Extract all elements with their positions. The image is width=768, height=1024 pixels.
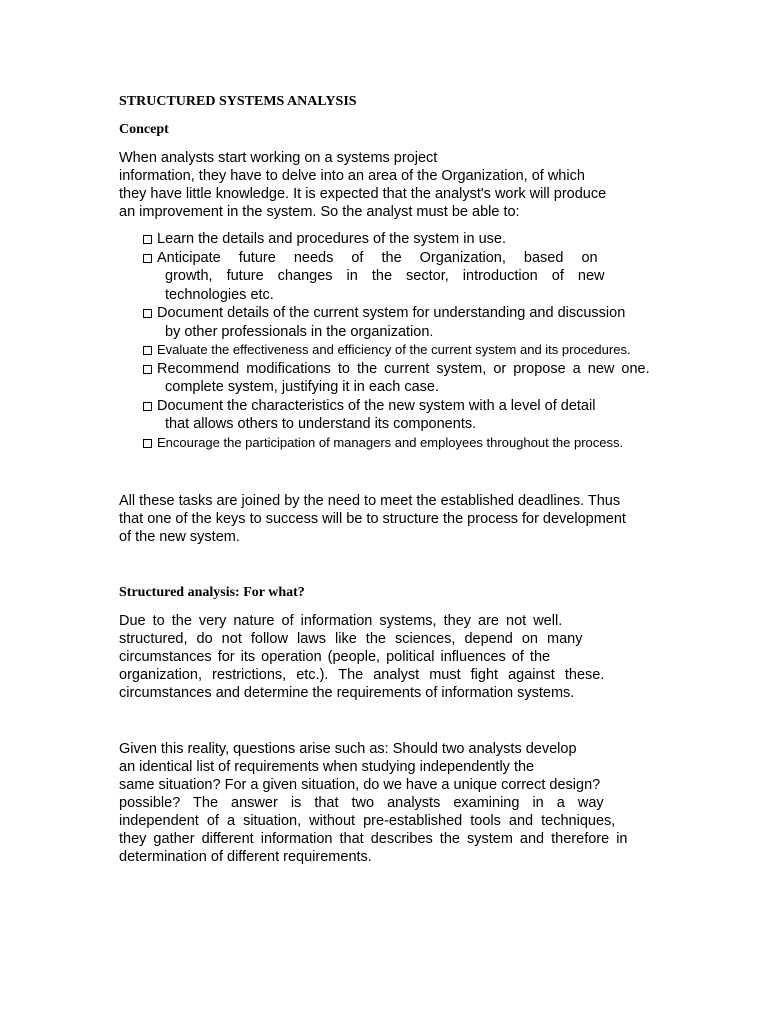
list-item xyxy=(143,304,678,341)
tasks-line: of the new system. xyxy=(119,529,240,545)
intro-line: an improvement in the system. So the analyst must be able to: xyxy=(119,204,520,220)
list-item-text: that allows others to understand its components. xyxy=(165,416,477,432)
nature-line: circumstances and determine the requirements of information systems. xyxy=(119,685,575,701)
reality-line: possible? The answer is that two analysts examining in a way xyxy=(119,795,604,811)
list-item-text: Evaluate the effectiveness and efficiency of the current system and its procedures. xyxy=(157,342,631,357)
list-item xyxy=(143,360,678,397)
tasks-line: that one of the keys to success will be to structure the process for development xyxy=(119,511,626,527)
nature-line: structured, do not follow laws like the sciences, depend on many xyxy=(119,631,583,647)
list-item xyxy=(143,434,678,453)
list-item xyxy=(143,249,678,305)
capabilities-list xyxy=(143,230,678,452)
list-item-text: growth, future changes in the sector, introduction of new xyxy=(165,268,605,284)
intro-line: information, they have to delve into an area of the Organization, of which xyxy=(119,168,585,184)
checkbox-bullet-icon xyxy=(143,309,152,318)
list-item-text: Document details of the current system for understanding and discussion xyxy=(157,305,626,321)
list-item-text: Anticipate future needs of the Organization, based on xyxy=(157,249,598,266)
intro-paragraph xyxy=(119,149,649,221)
reality-line: Given this reality, questions arise such as: Should two analysts develop xyxy=(119,741,577,757)
intro-line: When analysts start working on a systems project xyxy=(119,150,438,166)
nature-line: Due to the very nature of information systems, they are not well. xyxy=(119,613,563,629)
list-item-text: Document the characteristics of the new system with a level of detail xyxy=(157,397,596,414)
document-title: STRUCTURED SYSTEMS ANALYSIS xyxy=(119,94,357,109)
reality-line: they gather different information that describes the system and therefore in xyxy=(119,831,628,847)
reality-line: an identical list of requirements when studying independently the xyxy=(119,759,535,775)
checkbox-bullet-icon xyxy=(143,365,152,374)
tasks-paragraph xyxy=(119,492,659,546)
concept-heading: Concept xyxy=(119,122,169,137)
reality-paragraph xyxy=(119,740,671,866)
reality-line: same situation? For a given situation, do we have a unique correct design? xyxy=(119,777,601,793)
checkbox-bullet-icon xyxy=(143,402,152,411)
list-item xyxy=(143,230,678,249)
for-what-heading: Structured analysis: For what? xyxy=(119,585,305,600)
checkbox-bullet-icon xyxy=(143,439,152,448)
reality-line: determination of different requirements. xyxy=(119,849,372,865)
nature-paragraph xyxy=(119,612,664,702)
nature-line: circumstances for its operation (people, political influences of the xyxy=(119,649,551,665)
checkbox-bullet-icon xyxy=(143,235,152,244)
intro-line: they have little knowledge. It is expected that the analyst's work will produce xyxy=(119,186,607,202)
list-item xyxy=(143,341,678,360)
list-item-text: by other professionals in the organization. xyxy=(165,323,434,340)
list-item-text: Encourage the participation of managers and employees throughout the process. xyxy=(157,434,624,450)
reality-line: independent of a situation, without pre-established tools and techniques, xyxy=(119,813,616,829)
list-item xyxy=(143,397,678,434)
tasks-line: All these tasks are joined by the need to meet the established deadlines. Thus xyxy=(119,493,621,509)
list-item-text: Recommend modifications to the current system, or propose a new one. xyxy=(157,360,650,377)
nature-line: organization, restrictions, etc.). The analyst must fight against these. xyxy=(119,667,605,683)
list-item-text: complete system, justifying it in each case. xyxy=(165,379,440,395)
checkbox-bullet-icon xyxy=(143,254,152,263)
list-item-text: Learn the details and procedures of the system in use. xyxy=(157,231,507,247)
list-item-text: technologies etc. xyxy=(165,286,274,303)
checkbox-bullet-icon xyxy=(143,346,152,355)
